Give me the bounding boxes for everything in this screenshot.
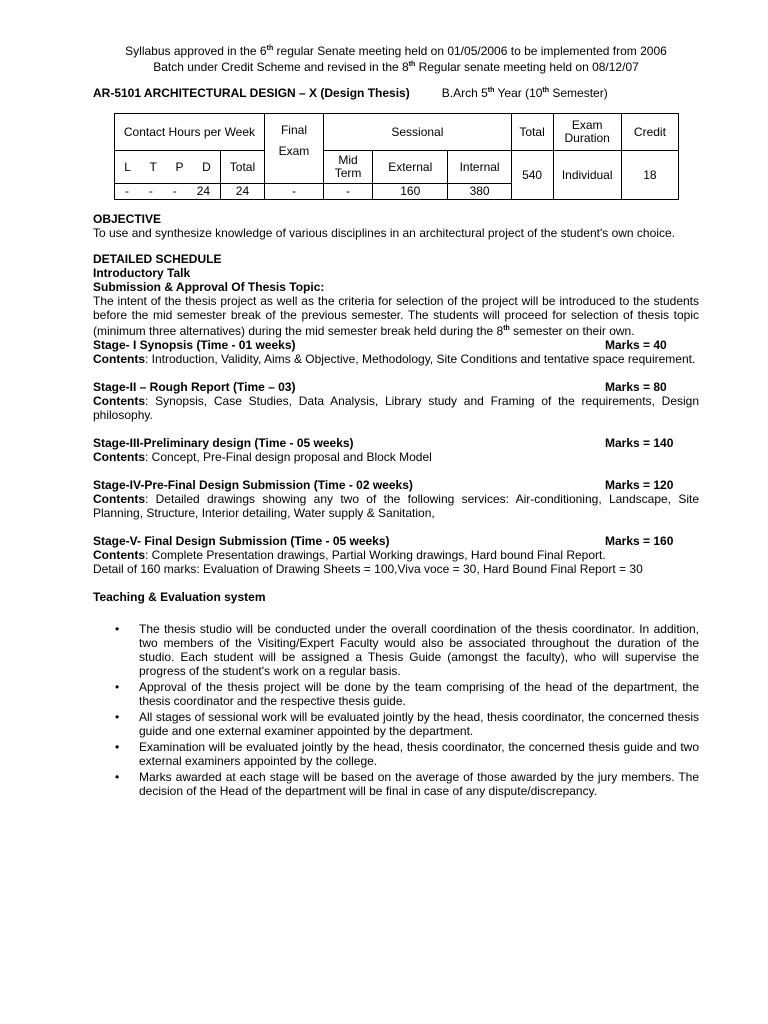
exam-duration-value: Individual <box>553 151 621 200</box>
programme-info: B.Arch 5th Year (10th Semester) <box>441 86 608 100</box>
document-page <box>93 42 699 800</box>
bullet-icon: • <box>115 710 120 724</box>
mid-term-value: - <box>324 184 373 200</box>
header-line-2: Batch under Credit Scheme and revised in the 8th Regular senate meeting held on 08/12/07 <box>153 60 639 74</box>
course-code: AR-5101 ARCHITECTURAL DESIGN – X (Design Thesis) <box>93 86 410 100</box>
stage-title: Stage- I Synopsis (Time - 01 weeks) <box>93 338 296 352</box>
stage-marks: Marks = 140 <box>605 436 674 450</box>
teaching-list <box>93 622 699 798</box>
intro-talk: Introductory Talk <box>93 266 191 280</box>
stage-title: Stage-V- Final Design Submission (Time - 05 weeks) <box>93 534 390 548</box>
stage-4: Stage-IV-Pre-Final Design Submission (Time - 02 weeks) Marks = 120 Contents: Detailed drawings showing any two of the following services: Air-conditioning, Landscape, Site Planning, Structure, Interior detailing, Water supply & Sanitation, <box>93 478 699 520</box>
list-item: • Approval of the thesis project will be done by the team comprising of the head of the department, the thesis coordinator and the respective thesis guide. <box>115 680 699 708</box>
list-item: • Examination will be evaluated jointly by the head, thesis coordinator, the concerned thesis guide and two external examiners appointed by the college. <box>115 740 699 768</box>
submission-title: Submission & Approval Of Thesis Topic: <box>93 280 325 294</box>
bullet-icon: • <box>115 680 120 694</box>
stage-title: Stage-III-Preliminary design (Time - 05 weeks) <box>93 436 354 450</box>
contact-hours-table <box>114 113 679 200</box>
final-exam-header: Final Exam <box>264 114 323 184</box>
stage-1: Stage- I Synopsis (Time - 01 weeks) Marks = 40 Contents: Introduction, Validity, Aims & Objective, Methodology, Site Conditions and tentative space requirement. <box>93 338 699 366</box>
final-exam-value: - <box>264 184 323 200</box>
external-header: External <box>373 151 448 184</box>
list-item: • The thesis studio will be conducted under the overall coordination of the thesis coordinator. In addition, two members of the Visiting/Expert Faculty would also be associated throughout the duration of the studio. Each student will be assigned a Thesis Guide (amongst the faculty), who will supervise the progress of the student's work on a regular basis. <box>115 622 699 678</box>
stage-marks: Marks = 120 <box>605 478 674 492</box>
contact-total-value: 24 <box>221 184 265 200</box>
internal-header: Internal <box>448 151 511 184</box>
objective-title: OBJECTIVE <box>93 212 162 226</box>
external-value: 160 <box>373 184 448 200</box>
bullet-icon: • <box>115 770 120 784</box>
bullet-icon: • <box>115 740 120 754</box>
sessional-header: Sessional <box>324 114 512 151</box>
submission-text: The intent of the thesis project as well as the criteria for selection of the project will be introduced to the students before the mid semester break of the previous semester. The students will proceed for selection of thesis topic (minimum three alternatives) during the mid semester break held during the 8th semester on their own. <box>93 294 699 338</box>
stage-5: Stage-V- Final Design Submission (Time - 05 weeks) Marks = 160 Contents: Complete Presentation drawings, Partial Working drawings, Hard bound Final Report. Detail of 160 marks: Evaluation of Drawing Sheets = 100,Viva voce = 30, Hard Bound Final Report = 30 <box>93 534 699 576</box>
ltpd-values: - - - 24 <box>115 184 221 200</box>
stage-2: Stage-II – Rough Report (Time – 03) Marks = 80 Contents: Synopsis, Case Studies, Data Analysis, Library study and Framing of the requirements, Design philosophy. <box>93 380 699 422</box>
total-sub-header: Total <box>221 151 265 184</box>
list-item: • Marks awarded at each stage will be based on the average of those awarded by the jury members. The decision of the Head of the department will be final in case of any dispute/discrepancy. <box>115 770 699 798</box>
total-header: Total <box>511 114 553 151</box>
syllabus-header <box>93 42 699 74</box>
stage-title: Stage-IV-Pre-Final Design Submission (Time - 02 weeks) <box>93 478 413 492</box>
ltpd-header: L T P D <box>115 151 221 184</box>
stage-marks: Marks = 160 <box>605 534 674 548</box>
stage-3: Stage-III-Preliminary design (Time - 05 weeks) Marks = 140 Contents: Concept, Pre-Final design proposal and Block Model <box>93 436 699 464</box>
course-title-line <box>93 86 699 100</box>
header-line-1: Syllabus approved in the 6th regular Senate meeting held on 01/05/2006 to be implemented from 2006 <box>125 44 667 58</box>
grand-total-value: 540 <box>511 151 553 200</box>
contact-hours-header: Contact Hours per Week <box>115 114 265 151</box>
stage-title: Stage-II – Rough Report (Time – 03) <box>93 380 296 394</box>
objective-text: To use and synthesize knowledge of various disciplines in an architectural project of the student's own choice. <box>93 226 675 240</box>
stage-marks: Marks = 40 <box>605 338 667 352</box>
internal-value: 380 <box>448 184 511 200</box>
teaching-title: Teaching & Evaluation system <box>93 590 266 604</box>
exam-duration-header: Exam Duration <box>553 114 621 151</box>
schedule-title: DETAILED SCHEDULE <box>93 252 222 266</box>
credit-header: Credit <box>621 114 678 151</box>
credit-value: 18 <box>621 151 678 200</box>
mid-term-header: Mid Term <box>324 151 373 184</box>
list-item: • All stages of sessional work will be evaluated jointly by the head, thesis coordinator, the concerned thesis guide and one external examiner appointed by the department. <box>115 710 699 738</box>
stage-marks: Marks = 80 <box>605 380 667 394</box>
bullet-icon: • <box>115 622 120 636</box>
marks-detail: Detail of 160 marks: Evaluation of Drawing Sheets = 100,Viva voce = 30, Hard Bound Final Report = 30 <box>93 562 643 576</box>
